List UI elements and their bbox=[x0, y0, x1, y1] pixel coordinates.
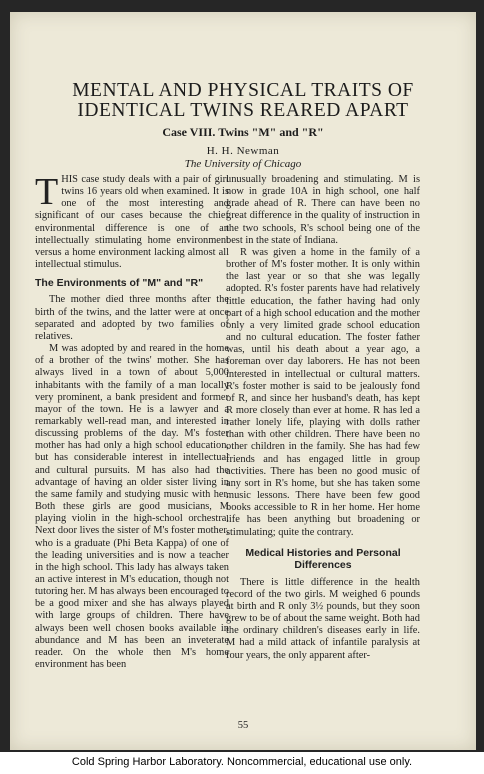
document-page bbox=[10, 12, 476, 750]
intro-paragraph bbox=[35, 171, 229, 271]
left-column bbox=[35, 171, 229, 671]
section-heading-environments: The Environments of "M" and "R" bbox=[35, 277, 204, 290]
title-line-1: MENTAL AND PHYSICAL TRAITS OF bbox=[72, 80, 414, 101]
paragraph: M was adopted by and reared in the home of a brother of the twins' mother. She has always lived in a town of about 5,000 inhabitants with the family of a man locally very prominent, a bank president and former mayor of the town. He is a lawyer and a remarkably well-read man, and interested in discussing problems of the day. M's foster mother has had only a high school education, but has considerable interest in intellectual and cultural pursuits. M has also had the advantage of having an older sister living in the same family and studying music with her. Both these girls are good musicians, M playing violin in the high-school orchestra. Next door lives the sister of M's foster mother, who is a graduate (Phi Beta Kappa) of one of the leading universities and is now a teacher in the high school. This lady has always taken an active interest in M's education, though not tutoring her. M has always been encouraged to be a good mixer and she has always played with large groups of children. There have always been well chosen books available in abundance and M has been an inveterate reader. On the whole then M's home environment has been bbox=[35, 343, 229, 671]
paragraph: R was given a home in the family of a brother of M's foster mother. It is only within the last year or so that she was legally adopted. R's foster parents have had relatively little education, the father having had only part of a high school education and the mother only a very limited grade school education and no cultural education. The foster father was, until his death about a year ago, a foreman over day laborers. He has not been interested in intellectual or cultural matters. R's foster mother is said to be jealously fond of R, and since her husband's death, has kept R more closely than ever at home. R has led a rather lonely life, playing with dolls rather than with other children. There have been no other children in the family. She has had few friends and has engaged little in group activities. There has been no good music of any sort in R's home, but she has taken some music lessons. There have been few good books accessible to R in her home. Her home life has been anything but broadening or stimulating; quite the contrary. bbox=[226, 246, 420, 538]
drop-cap: T bbox=[35, 171, 59, 213]
case-subtitle: Case VIII. Twins "M" and "R" bbox=[162, 125, 324, 139]
paragraph: unusually broadening and stimulating. M is now in grade 10A in high school, one half grade ahead of R. There can have been no great difference in the quality of instruction in the two schools, R's school being one of the best in the state of Indiana. bbox=[226, 174, 420, 246]
paragraph: The mother died three months after the birth of the twins, and the latter were at once separated and adopted by two families of relatives. bbox=[35, 294, 229, 342]
paragraph: There is little difference in the health record of the two girls. M weighed 6 pounds at birth and R only 3½ pounds, but they soon grew to be of about the same weight. Both had the ordinary children's diseases early in life. M had a mild attack of infantile paralysis at four years, the only apparent after- bbox=[226, 576, 420, 661]
author-name: H. H. Newman bbox=[206, 145, 280, 157]
section-heading-medical: Medical Histories and Personal Differences bbox=[245, 546, 401, 571]
copyright-footer: Cold Spring Harbor Laboratory. Noncommercial, educational use only. bbox=[71, 756, 413, 768]
author-affiliation: The University of Chicago bbox=[184, 158, 302, 170]
right-column bbox=[226, 174, 420, 662]
title-line-2: IDENTICAL TWINS REARED APART bbox=[77, 100, 409, 121]
intro-text: HIS case study deals with a pair of girl twins 16 years old when examined. It is one of the most interesting and significant of our cases because the chief environmental difference is one of an intellectually stimulating home environment versus a home environment lacking almost all intellectual stimulus. bbox=[35, 174, 229, 271]
page-number: 55 bbox=[237, 720, 249, 731]
